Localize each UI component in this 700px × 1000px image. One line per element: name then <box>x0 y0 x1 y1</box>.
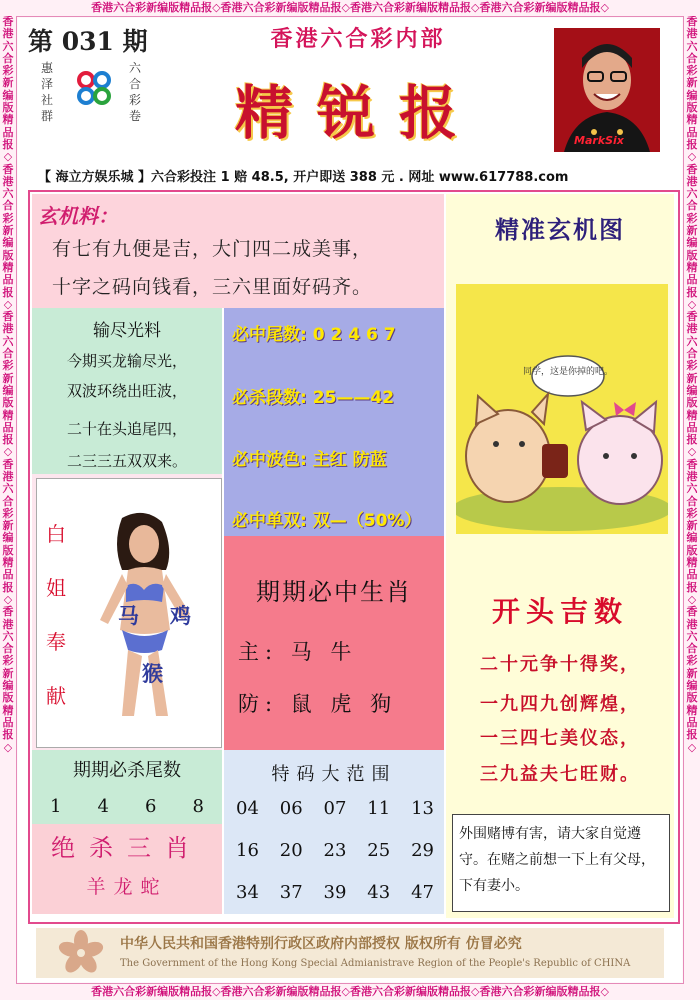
poem-line: 二十在头追尾四， <box>66 420 187 438</box>
special-number: 04 <box>236 798 259 819</box>
special-number: 20 <box>279 840 303 861</box>
girl-vertical-char: 献 <box>46 684 66 708</box>
prediction-label: 必中波色: <box>232 450 307 470</box>
special-number: 16 <box>236 840 259 861</box>
special-number: 07 <box>323 798 347 819</box>
logo-left-text: 惠泽社群 <box>40 61 53 123</box>
special-number: 06 <box>279 798 303 819</box>
prediction-parity <box>232 506 421 531</box>
prediction-label: 必中单双: <box>232 511 307 531</box>
zodiac-title: 期期必中生肖 <box>256 578 412 606</box>
prediction-segment <box>232 383 394 408</box>
special-number: 29 <box>411 840 434 861</box>
poem-line: 今期买龙输尽光， <box>66 352 187 370</box>
zodiac-guard: 防: 鼠 虎 狗 <box>238 692 398 716</box>
poem-line: 双波环绕出旺波， <box>66 382 187 400</box>
top-border-banner: 香港六合彩新编版精品报◇香港六合彩新编版精品报◇香港六合彩新编版精品报◇香港六合彩新编版精品报◇ <box>0 0 700 17</box>
kill-three-list: 羊龙蛇 <box>86 876 168 898</box>
cartoon-cats-icon <box>456 284 668 534</box>
prediction-tail <box>232 320 396 345</box>
poem-line: 二三三五双双来。 <box>66 452 187 470</box>
kill-three-title: 绝杀三肖 <box>51 834 203 862</box>
special-number: 11 <box>367 798 391 819</box>
logo-right-text: 六合彩卷 <box>128 61 141 123</box>
warning-notice: 外围赌博有害，请大家自觉遵守。在赌之前想一下上有父母，下有妻小。 <box>452 814 670 912</box>
left-border-banner: 香港六合彩新编版精品报◇香港六合彩新编版精品报◇香港六合彩新编版精品报◇香港六合彩新编版精品报◇香港六合彩新编版精品报◇ <box>0 16 17 984</box>
girl-vertical-char: 奉 <box>46 630 66 654</box>
lucky-line: 三九益夫七旺财。 <box>480 764 640 785</box>
lucky-line: 一九四九创辉煌， <box>480 694 640 715</box>
tail-kill-title: 期期必杀尾数 <box>73 760 181 781</box>
tail-kill-numbers <box>32 796 222 817</box>
special-number: 23 <box>323 840 347 861</box>
prediction-value: 主红 防蓝 <box>312 450 387 470</box>
zodiac-main: 主: 马 牛 <box>238 640 358 664</box>
mystery-label: 玄机料： <box>38 204 118 228</box>
prediction-label: 必中尾数: <box>232 325 307 345</box>
footer-english-text: The Government of the Hong Kong Special Admianistrave Region of the People's Republic of CHINA <box>120 958 631 969</box>
tail-number: 4 <box>97 796 109 817</box>
girl-vertical-char: 姐 <box>46 576 66 600</box>
bottom-border-banner: 香港六合彩新编版精品报◇香港六合彩新编版精品报◇香港六合彩新编版精品报◇香港六合彩新编版精品报◇ <box>0 983 700 1000</box>
special-number: 13 <box>411 798 434 819</box>
special-number: 43 <box>367 882 391 903</box>
special-row <box>236 882 434 903</box>
cartoon-image <box>456 284 668 534</box>
special-number: 47 <box>411 882 434 903</box>
issue-number: 第 031 期 <box>28 27 148 56</box>
lucky-title: 开头吉数 <box>491 595 628 628</box>
tail-number: 8 <box>192 796 204 817</box>
right-title: 精准玄机图 <box>495 215 625 244</box>
right-border-banner: 香港六合彩新编版精品报◇香港六合彩新编版精品报◇香港六合彩新编版精品报◇香港六合彩新编版精品报◇香港六合彩新编版精品报◇ <box>683 16 700 984</box>
poem-title: 输尽光料 <box>93 321 161 341</box>
marksix-label: MarkSix <box>574 134 624 147</box>
footer-chinese-text: 中华人民共和国香港特别行政区政府内部授权 版权所有 仿冒必究 <box>120 936 522 952</box>
tail-number: 1 <box>50 796 62 817</box>
prediction-color <box>232 445 387 470</box>
special-number: 34 <box>236 882 259 903</box>
logo <box>36 56 154 128</box>
girl-vertical-char: 白 <box>46 522 66 546</box>
page-title: 精锐报 <box>234 79 481 147</box>
special-number: 25 <box>367 840 391 861</box>
special-range-title: 特码大范围 <box>271 764 397 785</box>
prediction-label: 必杀段数: <box>232 388 307 408</box>
advertisement-line: 【 海立方娱乐城 】六合彩投注 1 赔 48.5, 开户即送 388 元 . 网址 www.617788.com <box>38 170 569 185</box>
lucky-line: 一三四七美仪态， <box>480 728 640 749</box>
prediction-value: 双—（50%） <box>312 511 422 531</box>
cartoon-bubble-text: 同学，这是你掉的吧。 <box>522 367 614 377</box>
special-row <box>236 840 434 861</box>
girl-zodiac: 鸡 <box>170 603 191 628</box>
logo-mark-icon <box>74 68 114 108</box>
tail-number: 6 <box>145 796 157 817</box>
special-number: 37 <box>279 882 303 903</box>
bauhinia-flower-icon <box>58 930 104 976</box>
special-row <box>236 798 434 819</box>
mystery-line: 有七有九便是吉，大门四二成美事， <box>52 238 373 260</box>
lucky-line: 二十元争十得奖， <box>480 654 640 675</box>
mystery-line: 十字之码向钱看，三六里面好码齐。 <box>52 276 373 298</box>
girl-zodiac: 猴 <box>142 661 163 686</box>
prediction-value: 25——42 <box>312 388 395 408</box>
subtitle: 香港六合彩内部 <box>270 26 446 52</box>
special-number: 39 <box>323 882 347 903</box>
girl-zodiac: 马 <box>118 603 139 628</box>
prediction-value: 0 2 4 6 7 <box>312 325 396 345</box>
